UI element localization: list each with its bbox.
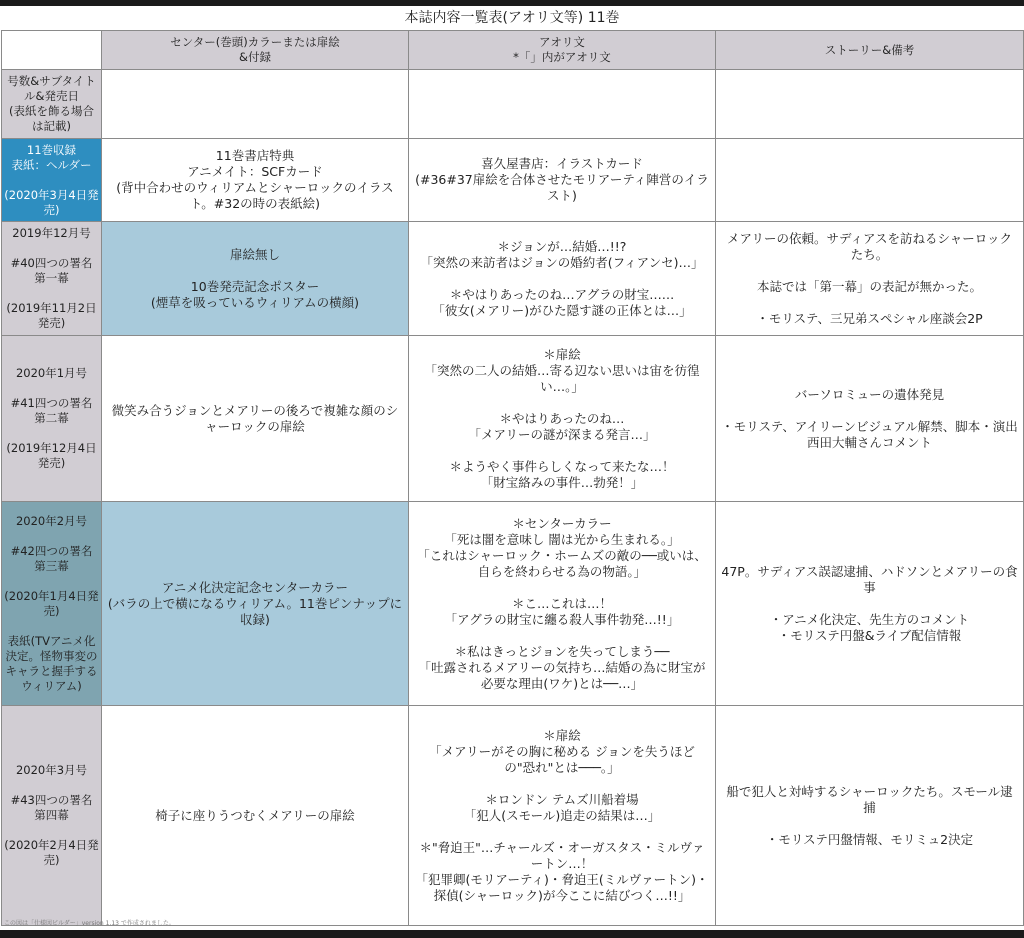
cell-story-notes: メアリーの依頼。サディアスを訪ねるシャーロックたち。 本誌では「第一幕」の表記が無かった。 ・モリステ、三兄弟スペシャル座談会2P	[716, 222, 1024, 336]
cell-color-page: 椅子に座りうつむくメアリーの扉絵	[102, 706, 409, 926]
cell-story-notes	[716, 70, 1024, 139]
cell-story-notes: 47P。サディアス誤認逮捕、ハドソンとメアリーの食事 ・アニメ化決定、先生方のコメント ・モリステ円盤&ライブ配信情報	[716, 502, 1024, 706]
cell-color-page: アニメ化決定記念センターカラー (バラの上で横になるウィリアム。11巻ピンナップに収録)	[102, 502, 409, 706]
cell-color-page: 微笑み合うジョンとメアリーの後ろで複雑な顔のシャーロックの扉絵	[102, 336, 409, 502]
cell-aori-text: ＊扉絵 「突然の二人の結婚…寄る辺ない思いは宙を彷徨い…。」 ＊やはりあったのね… 「メアリーの謎が深まる発言…」 ＊ようやく事件らしくなって来たな…！ 「財宝絡みの事件…勃発！」	[409, 336, 716, 502]
contents-table	[1, 30, 1024, 926]
row-label: 2019年12月号 #40四つの署名 第一幕 (2019年11月2日発売)	[2, 222, 102, 336]
page-title: 本誌内容一覧表(アオリ文等) 11巻	[404, 10, 620, 26]
cell-aori-text: 喜久屋書店：イラストカード (#36#37扉絵を合体させたモリアーティ陣営のイラスト)	[409, 139, 716, 222]
row-label: 2020年1月号 #41四つの署名 第二幕 (2019年12月4日発売)	[2, 336, 102, 502]
table-row	[2, 139, 1024, 222]
cell-story-notes: バーソロミューの遺体発見 ・モリステ、アイリーンビジュアル解禁、脚本・演出西田大輔さんコメント	[716, 336, 1024, 502]
row-label: 号数&サブタイトル&発売日 (表紙を飾る場合は記載)	[2, 70, 102, 139]
row-label: 2020年3月号 #43四つの署名 第四幕 (2020年2月4日発売)	[2, 706, 102, 926]
table-row	[2, 70, 1024, 139]
cell-aori-text: ＊ジョンが…結婚…!!? 「突然の来訪者はジョンの婚約者(フィアンセ)…」 ＊やはりあったのね…アグラの財宝…… 「彼女(メアリー)がひた隠す謎の正体とは…」	[409, 222, 716, 336]
cell-aori-text: ＊扉絵 「メアリーがその胸に秘める ジョンを失うほどの"恐れ"とは───。」 ＊ロンドン テムズ川船着場 「犯人(スモール)追走の結果は…」 ＊"脅迫王"…チャールズ・オーガスタス・ミルヴァートン…！ 「犯罪卿(モリアーティ)・脅迫王(ミルヴァートン)・探偵(シャーロック)が今ここに結びつく…!!」	[409, 706, 716, 926]
cell-aori-text: ＊センターカラー 「死は闇を意味し 闇は光から生まれる。」 「これはシャーロック・ホームズの敵の──或いは、自らを終わらせる為の物語。」 ＊こ…これは…！ 「アグラの財宝に纏る殺人事件勃発…!!」 ＊私はきっとジョンを失ってしまう── 「吐露されるメアリーの気持ち…結婚の為に財宝が必要な理由(ワケ)とは──…」	[409, 502, 716, 706]
footnote: この図は「仕様図ビルダー」version 1.13 で作成されました。	[4, 920, 175, 927]
header-row	[2, 31, 1024, 70]
cell-color-page: 扉絵無し 10巻発売記念ポスター (煙草を吸っているウィリアムの横顔)	[102, 222, 409, 336]
cell-color-page	[102, 70, 409, 139]
table-row	[2, 706, 1024, 926]
cell-story-notes: 船で犯人と対峙するシャーロックたち。スモール逮捕 ・モリステ円盤情報、モリミュ2決定	[716, 706, 1024, 926]
table-row	[2, 336, 1024, 502]
summary-sheet	[0, 6, 1024, 930]
header-corner	[2, 31, 102, 70]
header-aori-text: アオリ文 *「」内がアオリ文	[409, 31, 716, 70]
table-row	[2, 222, 1024, 336]
header-color-page: センター(巻頭)カラーまたは扉絵 &付録	[102, 31, 409, 70]
row-label: 11巻収録 表紙：ヘルダー (2020年3月4日発売)	[2, 139, 102, 222]
row-label: 2020年2月号 #42四つの署名 第三幕 (2020年1月4日発売) 表紙(TVアニメ化決定。怪物事変のキャラと握手するウィリアム)	[2, 502, 102, 706]
table-row	[2, 502, 1024, 706]
cell-story-notes	[716, 139, 1024, 222]
cell-aori-text	[409, 70, 716, 139]
cell-color-page: 11巻書店特典 アニメイト：SCFカード (背中合わせのウィリアムとシャーロックのイラスト。#32の時の表紙絵)	[102, 139, 409, 222]
header-story-notes: ストーリー&備考	[716, 31, 1024, 70]
